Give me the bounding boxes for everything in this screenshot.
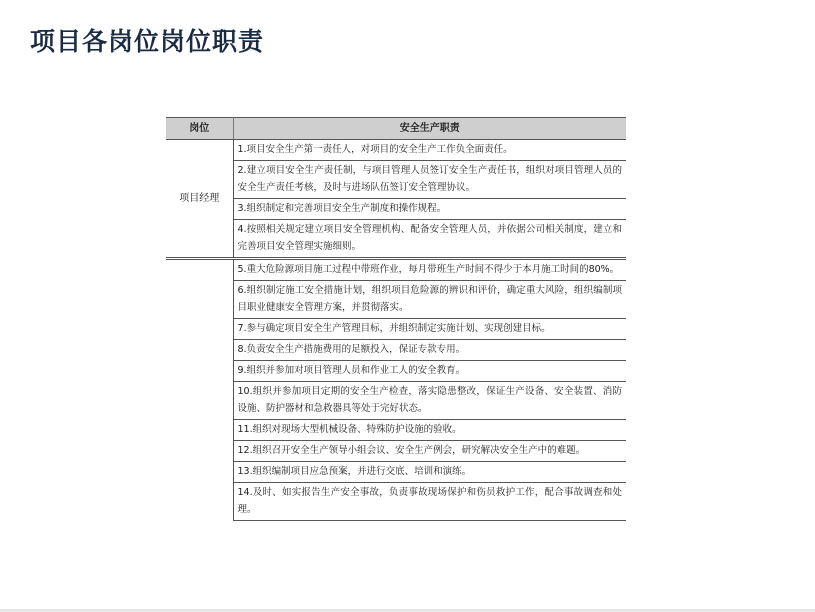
table-row — [166, 382, 626, 420]
duty-cell: 7.参与确定项目安全生产管理目标，并组织制定实施计划、实现创建目标。 — [233, 319, 626, 340]
duty-cell: 2.建立项目安全生产责任制，与项目管理人员签订安全生产责任书，组织对项目管理人员的安全生产责任考核，及时与进场队伍签订安全管理协议。 — [233, 161, 626, 199]
header-duties: 安全生产职责 — [233, 118, 626, 140]
duty-cell: 13.组织编制项目应急预案，并进行交底、培训和演练。 — [233, 462, 626, 483]
table-row — [166, 319, 626, 340]
duty-cell: 4.按照相关规定建立项目安全管理机构、配备安全管理人员，并依据公司相关制度，建立和完善项目安全管理实施细则。 — [233, 220, 626, 259]
duty-cell: 11.组织对现场大型机械设备、特殊防护设施的验收。 — [233, 420, 626, 441]
duty-cell: 12.组织召开安全生产领导小组会议、安全生产例会，研究解决安全生产中的难题。 — [233, 441, 626, 462]
table-row — [166, 462, 626, 483]
table-row — [166, 483, 626, 521]
table-row — [166, 441, 626, 462]
table-row — [166, 361, 626, 382]
table-row — [166, 161, 626, 199]
table-row — [166, 340, 626, 361]
duty-cell: 6.组织制定施工安全措施计划，组织项目危险源的辨识和评价，确定重大风险，组织编制项目职业健康安全管理方案，并贯彻落实。 — [233, 281, 626, 319]
table-row — [166, 220, 626, 259]
duty-cell: 9.组织并参加对项目管理人员和作业工人的安全教育。 — [233, 361, 626, 382]
table-header-row — [166, 118, 626, 140]
table-row — [166, 420, 626, 441]
table-row — [166, 259, 626, 281]
table-row — [166, 140, 626, 161]
table-row — [166, 199, 626, 220]
header-position: 岗位 — [166, 118, 233, 140]
page-title: 项目各岗位岗位职责 — [30, 27, 265, 56]
duty-cell: 3.组织制定和完善项目安全生产制度和操作规程。 — [233, 199, 626, 220]
duty-cell: 5.重大危险源项目施工过程中带班作业，每月带班生产时间不得少于本月施工时间的80%。 — [233, 259, 626, 281]
duties-table — [166, 117, 626, 521]
duty-cell: 1.项目安全生产第一责任人，对项目的安全生产工作负全面责任。 — [233, 140, 626, 161]
duty-cell: 14.及时、如实报告生产安全事故，负责事故现场保护和伤员救护工作，配合事故调查和处理。 — [233, 483, 626, 521]
position-cell-empty — [166, 259, 233, 521]
table-row — [166, 281, 626, 319]
position-cell-project-manager: 项目经理 — [166, 140, 233, 259]
duty-cell: 8.负责安全生产措施费用的足额投入，保证专款专用。 — [233, 340, 626, 361]
duty-cell: 10.组织并参加项目定期的安全生产检查，落实隐患整改，保证生产设备、安全装置、消防设施、防护器材和急救器具等处于完好状态。 — [233, 382, 626, 420]
